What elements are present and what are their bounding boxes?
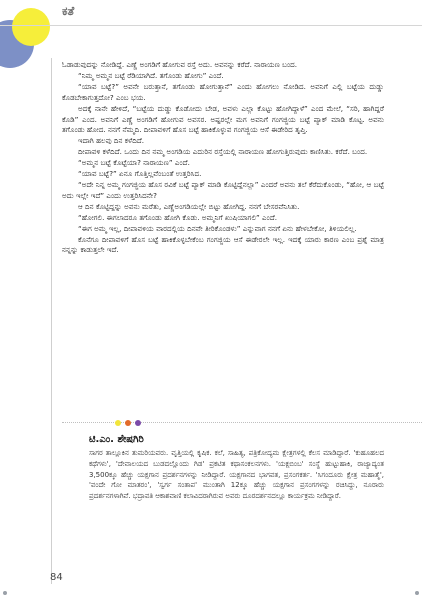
story-paragraph: “ಯಾವ ಬಟ್ಟೆ?” ಏನೂ ಗೊತ್ತಿಲ್ಲವೆಂಬಂತೆ ಉತ್ತರಿಸಿದ. [78, 169, 202, 179]
page-number: 84 [50, 572, 63, 583]
story-paragraph: ಕೊನೆಗೂ ದೀಪಾವಳಿಗೆ ಹೊಸ ಬಟ್ಟೆ ಹಾಕಿಕೊಳ್ಳಬೇಕೆಂಬ ಗಂಗಜ್ಜಿಯ ಆಸೆ ಈಡೇರಲೇ ಇಲ್ಲ. ಇದಕ್ಕೆ ಯಾರು ಕಾರಣ ಎಂಬ ಪ್ರಶ್ನೆ ಮಾತ್ರ ನನ್ನನ್ನು ಕಾಡುತ್ತಲೇ ಇದೆ. [62, 234, 384, 255]
decorative-yellow-circle [12, 8, 50, 46]
story-body [62, 60, 384, 256]
story-paragraph: “ಹೋಗಲಿ. ಈಗಲಾದರೂ ತಗೊಂಡು ಹೋಗಿ ಕೊಡು. ಅಮ್ಮನಿಗೆ ಖುಷಿಯಾಗಲಿ” ಎಂದೆ. [78, 212, 278, 222]
left-margin-rule [51, 58, 52, 584]
yellow-dot-icon [115, 420, 121, 426]
story-paragraph: ದೀಪಾವಳಿ ಕಳೆದಿದೆ. ಒಂದು ದಿನ ನಮ್ಮ ಅಂಗಡಿಯ ಎದುರಿನ ರಸ್ತೆಯಲ್ಲಿ ನಾರಾಯಣ ಹೋಗುತ್ತಿರುವುದು ಕಾಣಿಸಿತು. ಕರೆದೆ. ಬಂದ. [78, 147, 368, 157]
story-paragraph: “ಯಾವ ಬಟ್ಟೆ?” ಅವನೇ ಬರುತ್ತಾನೆ, ತಗೊಂಡು ಹೋಗುತ್ತಾನೆ” ಎಂದು ಹೋಗಲು ನೋಡಿದ. ಅವನಿಗೆ ಎಲ್ಲಿ ಬಟ್ಟೆಯ ದುಡ್ಡು ಕೊಡಬೇಕಾಗುತ್ತದೋ? ಎಂಬ ಭಯ. [62, 81, 384, 102]
author-bio: ಸಾಗರ ತಾಲ್ಲೂಕಿನ ತುಮರಿಯವರು. ವೃತ್ತಿಯಲ್ಲಿ ಕೃಷಿಕ. ಕಲೆ, ಸಾಹಿತ್ಯ, ಪತ್ರಿಕೋದ್ಯಮ ಕ್ಷೇತ್ರಗಳಲ್ಲಿ ಕೆಲಸ ಮಾಡಿದ್ದಾರೆ. 'ಕುಹೂಹಲದ ಕಥೆಗಳು', 'ದೇವಾಲಯದ ಬುಡದಲ್ಲೊಂದು ಗಿಡ' ಪ್ರಕಟಿತ ಕಥಾಸಂಕಲನಗಳು. 'ಯಕ್ಷಬಿಂಬ' ಸಂಸ್ಥೆ ಹುಟ್ಟುಹಾಕಿ, ರಾಜ್ಯಾದ್ಯಂತ 3,500ಕ್ಕೂ ಹೆಚ್ಚು ಯಕ್ಷಗಾನ ಪ್ರದರ್ಶನಗಳನ್ನು ನೀಡಿದ್ದಾರೆ. ಯಕ್ಷಗಾನದ ಭಾಗವತ, ಪ್ರಸಂಗಕರ್ತ. 'ಸಿಗಂದೂರು ಕ್ಷೇತ್ರ ಮಹಾತ್ಮೆ', 'ವಂದೇ ಗೋ ಮಾತರಂ', 'ಸ್ವರ್ಗ ಸಂತಾಪ' ಮುಂತಾಗಿ 12ಕ್ಕೂ ಹೆಚ್ಚು ಯಕ್ಷಗಾನ ಪ್ರಸಂಗಗಳನ್ನು ರಚಿಸಿದ್ದು, ನೂರಾರು ಪ್ರದರ್ಶನಗಳಾಗಿವೆ. ಭದ್ರಾವತಿ ಆಕಾಶವಾಣಿ ಕಲಾವಿದರಾಗಿರುವ ಅವರು ದೂರದರ್ಶನದಲ್ಲೂ ಕಾರ್ಯಕ್ರಮ ನೀಡಿದ್ದಾರೆ. [89, 449, 384, 501]
story-paragraph: ಅದಕ್ಕೆ ನಾನೇ ಹೇಳಿದೆ, “ಬಟ್ಟೆಯ ದುಡ್ಡು ಕೊಡೋದು ಬೇಡ, ಅವಳು ಎಲ್ಲಾ ಕೊಟ್ಟು ಹೋಗಿದ್ದಾಳೆ” ಎಂದ ಮೇಲೆ, “ಸರಿ, ಹಾಗಿದ್ದರೆ ಕೊಡಿ” ಎಂದ. ಅವನಿಗೆ ಎಣ್ಣೆ ಅಂಗಡಿಗೆ ಹೋಗುವ ಅವಸರ. ಅಷ್ಟರಲ್ಲೇ ಮಗ ಅವನಿಗೆ ಗಂಗಜ್ಜಿಯ ಬಟ್ಟೆ ಪ್ಯಾಕ್ ಮಾಡಿ ಕೊಟ್ಟ. ಅವನು ತಗೊಂಡು ಹೋದ. ನನಗೆ ನೆಮ್ಮದಿ. ದೀಪಾವಳಿಗೆ ಹೊಸ ಬಟ್ಟೆ ಹಾಕಿಕೊಳ್ಳುವ ಗಂಗಜ್ಜಿಯ ಆಸೆ ಈಡೇರಿದ ತೃಪ್ತಿ. [62, 103, 384, 135]
story-paragraph: “ಈಗ ಅಮ್ಮ ಇಲ್ಲ, ದೀಪಾವಳಿಯ ವಾರದಲ್ಲಿಯ ದಿನವೇ ತೀರಿಕೊಂಡಳು” ಎನ್ನುವಾಗ ನನಗೆ ಏನು ಹೇಳಬೇಕೋ, ತಿಳಿಯಲಿಲ್ಲ. [78, 223, 357, 233]
story-paragraph: ಓಡಾಡುವುದನ್ನು ನೋಡಿದ್ದೆ. ಎಣ್ಣೆ ಅಂಗಡಿಗೆ ಹೋಗುವ ರಸ್ತೆ ಅದು. ಅವನನ್ನು ಕರೆದೆ. ನಾರಾಯಣ ಬಂದ. [62, 60, 298, 69]
section-title: ಕತೆ [62, 4, 75, 18]
story-paragraph: ಆ ದಿನ ಕೊಟ್ಟಿದ್ದನ್ನು ಅವನು ಮರೆತು, ಎಣ್ಣೆಅಂಗಡಿಯಲ್ಲೇ ಬಿಟ್ಟು ಹೋಗಿದ್ದ. ನನಗೆ ಬೇಸರವೆನಿಸಿತು. [78, 201, 300, 211]
header-rule [0, 25, 422, 26]
orange-dot-icon [125, 420, 131, 426]
story-paragraph: “ಅಮ್ಮನ ಬಟ್ಟೆ ಕೊಟ್ಟೆಯಾ? ನಾರಾಯಣ” ಎಂದೆ. [78, 158, 190, 168]
story-paragraph: “ನಿಮ್ಮ ಅಮ್ಮನ ಬಟ್ಟೆ ರೆಡಿಯಾಗಿದೆ. ತಗೊಂಡು ಹೋಗು” ಎಂದೆ. [78, 70, 224, 80]
story-paragraph: ಇದಾಗಿ ಹಲವು ದಿನ ಕಳೆದಿದೆ. [78, 136, 145, 146]
author-name: ಟಿ.ಎಂ. ಶೇಷಗಿರಿ [89, 434, 144, 445]
story-paragraph: “ಅದೇ ನಿನ್ನ ಅಮ್ಮ ಗಂಗಜ್ಜಿಯ ಹೊಸ ರವಿಕೆ ಬಟ್ಟೆ ಪ್ಯಾಕ್ ಮಾಡಿ ಕೊಟ್ಟಿದ್ದೆನಲ್ಲಾ” ಎಂದರೆ ಅವನು ತಲೆ ಕೆರೆದುಕೊಂಡು, “ಹೋ, ಆ ಬಟ್ಟೆ ಅದು ಇಲ್ಲೇ ಇದೆ” ಎಂದು ಉತ್ತರಿಸಿದನೇ? [62, 179, 384, 200]
purple-dot-icon [135, 420, 141, 426]
crop-mark-icon [3, 591, 7, 595]
crop-mark-icon [415, 591, 419, 595]
